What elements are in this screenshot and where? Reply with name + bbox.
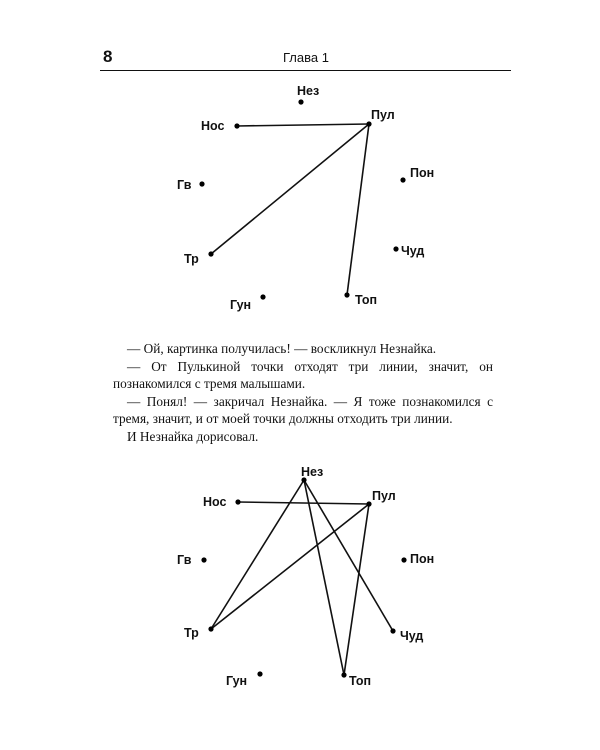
node-gv [177, 178, 205, 192]
acquaintance-diagram-top [0, 80, 600, 320]
acquaintance-diagram-bottom [0, 460, 600, 700]
diagram-bottom-edges [211, 480, 393, 675]
node-chud [393, 244, 424, 258]
node-nez-label: Нез [301, 465, 324, 479]
node-gun [226, 671, 263, 688]
node-pul [366, 489, 395, 507]
node-gun-label: Гун [230, 298, 252, 312]
node-tr [184, 251, 214, 266]
edge-pul-tr [211, 124, 369, 254]
node-chud [390, 628, 423, 643]
chapter-title: Глава 1 [283, 50, 329, 65]
edge-pul-tr [211, 504, 369, 629]
header-rule [100, 70, 511, 71]
paragraph-4: И Незнайка дорисовал. [127, 428, 259, 444]
edge-pul-top [344, 504, 369, 675]
node-tr [184, 626, 214, 640]
node-nos [201, 119, 240, 133]
node-top-label: Топ [349, 674, 372, 688]
node-nos-label: Нос [203, 495, 227, 509]
edge-nez-top [304, 480, 344, 675]
node-tr-label: Тр [184, 626, 199, 640]
node-nez-label: Нез [297, 84, 320, 98]
paragraph-1: — Ой, картинка получилась! — воскликнул Незнайка. [127, 341, 437, 356]
edge-pul-nos [237, 124, 369, 126]
node-gv [177, 553, 207, 567]
node-top [344, 292, 377, 307]
edge-pul-nos [238, 502, 369, 504]
page-number: 8 [103, 47, 113, 66]
node-pon-label: Пон [410, 166, 435, 180]
node-pon [400, 166, 434, 183]
edge-pul-top [347, 124, 369, 295]
node-nez [297, 84, 319, 105]
diagram-top-edges [211, 124, 369, 295]
node-top [341, 672, 371, 688]
paragraph-2: — От Пулькиной точки отходят три линии, значит, он познакомился с тремя малышами. [113, 358, 493, 391]
body-text [113, 340, 493, 445]
node-chud-label: Чуд [401, 244, 425, 258]
node-pon-label: Пон [410, 552, 435, 566]
node-pul [366, 108, 394, 127]
node-gun [230, 294, 266, 312]
diagram-top-svg [0, 80, 600, 320]
node-gv-label: Гв [177, 553, 192, 567]
node-gv-label: Гв [177, 178, 192, 192]
node-nos-label: Нос [201, 119, 225, 133]
node-nez [301, 465, 323, 483]
node-pon [401, 552, 434, 566]
diagram-bottom-svg [0, 460, 600, 700]
node-gun-label: Гун [226, 674, 248, 688]
node-nos [203, 495, 241, 509]
node-tr-label: Тр [184, 252, 199, 266]
node-pul-label: Пул [372, 489, 396, 503]
node-chud-label: Чуд [400, 629, 424, 643]
paragraph-3: — Понял! — закричал Незнайка. — Я тоже познакомился с тремя, значит, и от моей точки должны отходить три линии. [113, 393, 493, 426]
node-top-label: Топ [355, 293, 378, 307]
node-pul-label: Пул [371, 108, 395, 122]
